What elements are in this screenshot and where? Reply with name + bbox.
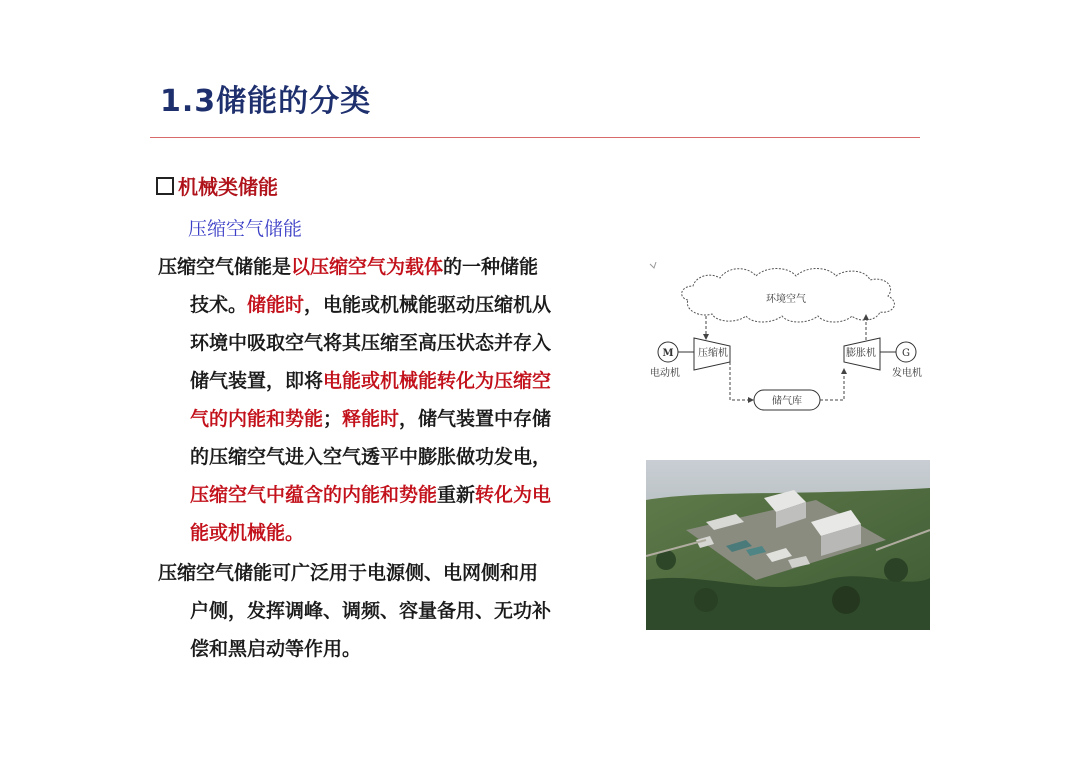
body-text: 压缩空气储能可广泛用于电源侧、电网侧和用: [158, 562, 539, 584]
highlighted-text: 以压缩空气为载体: [291, 256, 444, 278]
body-text: 的一种储能: [443, 256, 539, 278]
body-text: ，储气装置中存储: [399, 408, 552, 430]
text-line: [158, 592, 618, 630]
body-text: 储气装置，即将: [190, 370, 324, 392]
aerial-plant-photo: [646, 460, 930, 630]
ambient-air-label: 环境空气: [766, 294, 806, 305]
body-text: 技术。: [190, 294, 248, 316]
paragraph-applications: [158, 554, 618, 668]
section-heading-text: 机械类储能: [178, 175, 278, 199]
body-text: 环境中吸取空气将其压缩至高压状态并存入: [190, 332, 552, 354]
generator-symbol-text: G: [902, 348, 910, 359]
checkbox-square-icon: [156, 177, 174, 195]
discharge-arrow: [820, 370, 844, 400]
highlighted-text: 转化为电: [475, 484, 552, 506]
section-heading: [156, 171, 278, 200]
text-line: [158, 324, 618, 362]
body-text: 的压缩空气进入空气透平中膨胀做功发电，: [190, 446, 552, 468]
compressor-label: 压缩机: [698, 348, 728, 359]
charge-arrow: [730, 362, 752, 400]
body-text: 压缩空气储能是: [158, 256, 292, 278]
body-text: 重新: [437, 484, 476, 506]
expander-label: 膨胀机: [846, 348, 876, 359]
body-text: 户侧，发挥调峰、调频、容量备用、无功补: [190, 600, 552, 622]
body-text: ，电能或机械能驱动压缩机从: [304, 294, 552, 316]
body-text: 偿和黑启动等作用。: [190, 638, 362, 660]
text-line: [158, 514, 618, 552]
body-text: ；: [323, 408, 343, 430]
storage-label: 储气库: [772, 396, 802, 407]
text-line: [158, 400, 618, 438]
generator-label: 发电机: [892, 368, 922, 379]
highlighted-text: 压缩空气中蕴含的内能和势能: [190, 484, 438, 506]
paragraph-description: [158, 248, 618, 552]
text-line: [158, 362, 618, 400]
title-divider: [150, 137, 920, 138]
caes-process-diagram: [648, 258, 930, 428]
highlighted-text: 储能时: [247, 294, 305, 316]
subheading: 压缩空气储能: [188, 218, 303, 240]
text-line: [158, 438, 618, 476]
highlighted-text: 气的内能和势能: [190, 408, 324, 430]
motor-label: 电动机: [650, 368, 680, 379]
text-line: [158, 286, 618, 324]
slide-title: 1.3储能的分类: [160, 84, 372, 119]
corner-mark-icon: [650, 262, 656, 268]
highlighted-text: 能或机械能。: [190, 522, 305, 544]
text-line: [158, 248, 618, 286]
highlighted-text: 电能或机械能转化为压缩空: [323, 370, 552, 392]
motor-symbol-text: M: [662, 348, 674, 359]
text-line: [158, 554, 618, 592]
text-line: [158, 630, 618, 668]
highlighted-text: 释能时: [342, 408, 400, 430]
text-line: [158, 476, 618, 514]
